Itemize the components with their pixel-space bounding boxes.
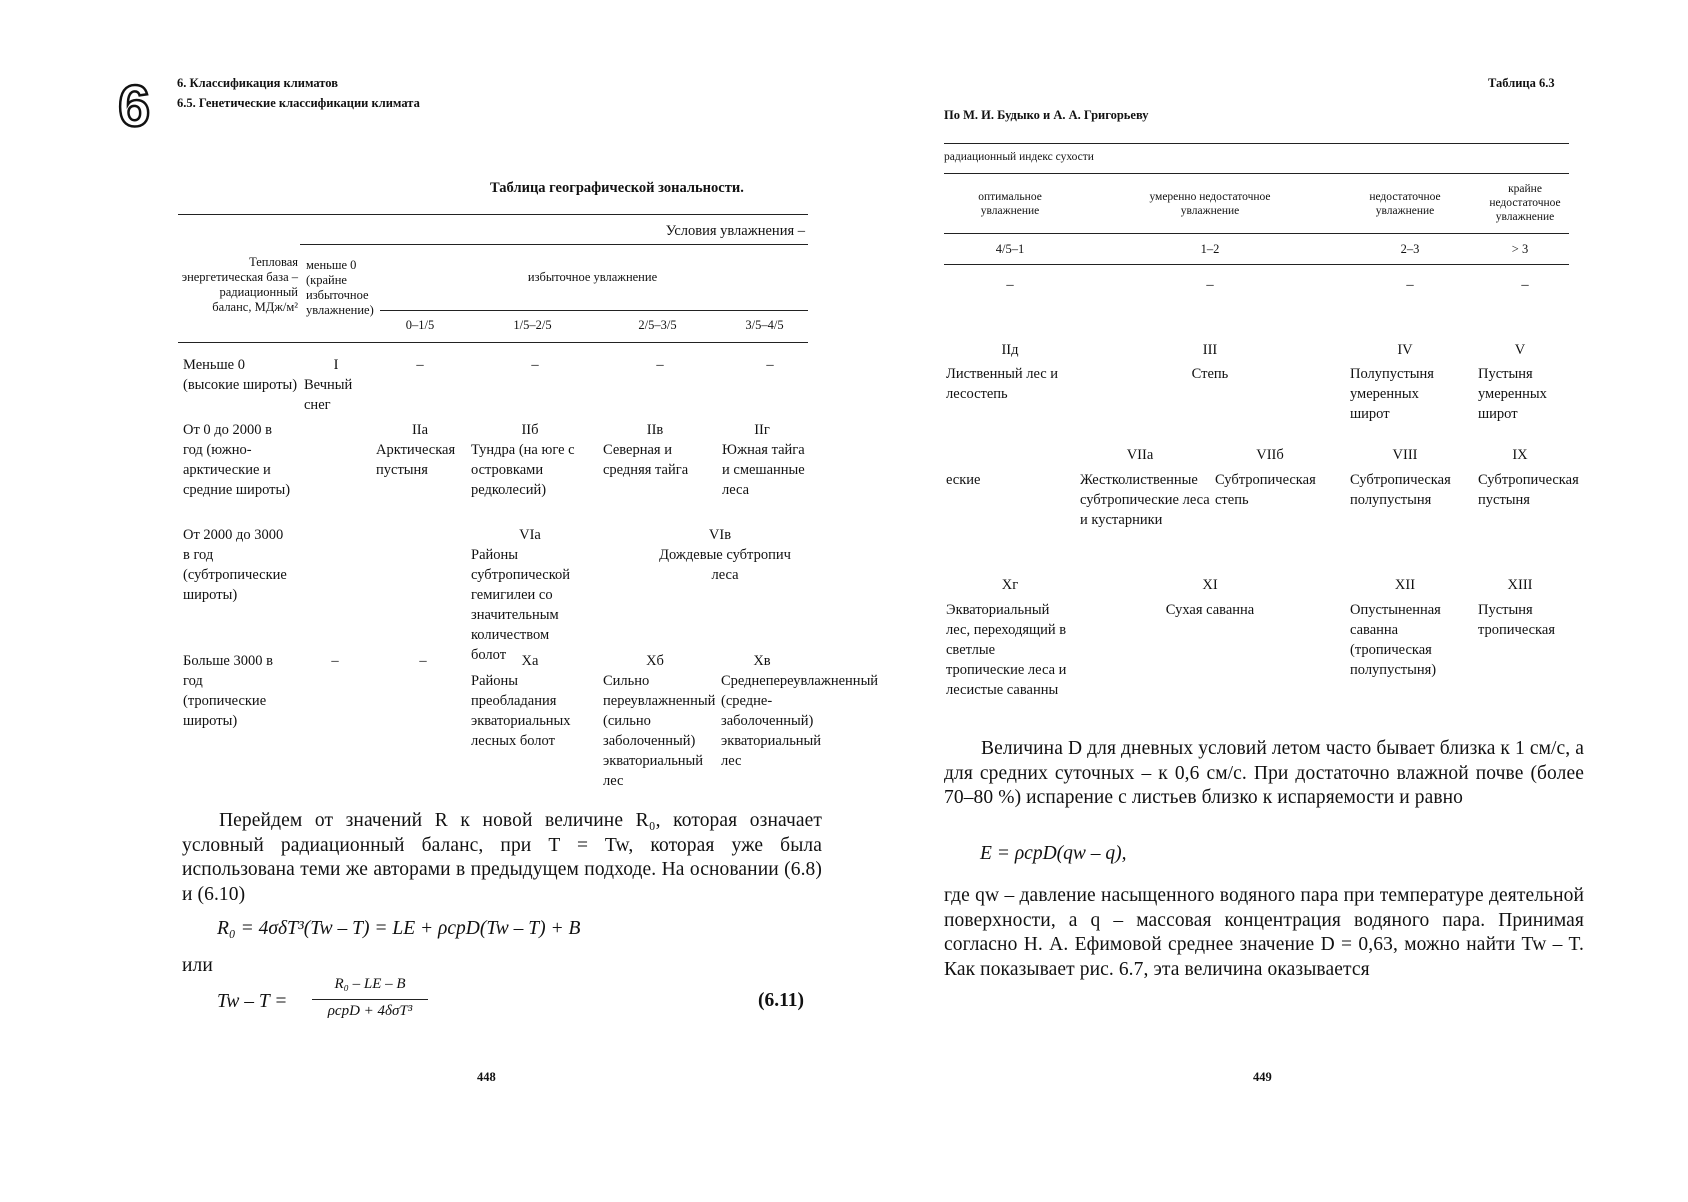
row2-b-code: IIб [521,422,539,438]
row2-a-code: IIа [411,422,429,438]
running-head-section: 6.5. Генетические классификации климата [177,96,420,110]
zone-XIII-name: Пустыня тропическая [1478,602,1555,638]
row3-a-name: Районы субтропической гемигилеи со значительным количеством болот [471,547,571,663]
zone-IV-name: Полупустыня умеренных широт [1350,366,1434,422]
zone-Xg-code: Хг [1001,577,1019,593]
header-col-4: 3/5–4/5 [745,318,784,332]
zone-XIII-code: XIII [1507,577,1533,593]
zone-Xg-name: Экваториальный лес, переходящий в светлые тропические леса и лесистые саванны [946,602,1067,698]
paragraph: Перейдем от значений R к новой величине R₀, которая означает условный радиационный баланс, при T = Tw, которая уже была использована теми же авторами в предыдущем подходе. На основании (6.8) и (6.10) [182,810,822,905]
row4-v-name: Среднепереувлажненный (средне-заболоченный) экваториальный лес [721,673,879,769]
row2-b-name: Тундра (на юге с островками редколесий) [471,442,575,498]
dash: – [1206,277,1214,293]
zone-IId-name: Лиственный лес и лесостепь [946,366,1059,402]
dash: – [331,653,339,669]
equation-6-11-lhs: Tw – T = [217,991,288,1012]
index-header: радиационный индекс сухости [944,151,1094,163]
row3-v-code: VIв [708,527,732,543]
col-header-4: крайне недостаточное увлажнение [1489,183,1561,223]
table-title: Таблица географической зональности. [490,180,744,196]
zone-V-code: V [1514,342,1526,358]
page-number: 449 [1253,1070,1272,1084]
zone-XII-name: Опустыненная саванна (тропическая полупустыня) [1350,602,1441,678]
header-col-1: 0–1/5 [405,318,435,332]
col-header-3: недостаточное увлажнение [1369,191,1441,217]
dash: – [416,357,424,373]
zone-III-code: III [1202,342,1218,358]
paragraph: Величина D для дневных условий летом часто бывает близка к 1 см/с, а для средних суточных – к 0,6 см/с. При достаточно влажной почве (более 70–80 %) испарение с листьев близко к испаряемости и равно [944,738,1584,809]
text-ili: или [182,955,213,976]
zone-VIII-name: Субтропическая полупустыня [1350,472,1451,508]
equation-number: (6.11) [758,990,805,1011]
equation-6-10: R₀ = 4σδT³(Tw – T) = LE + ρcpD(Tw – T) + B [217,918,581,939]
dash: – [531,357,539,373]
zone-VIII-code: VIII [1392,447,1418,463]
zone-VIIa-code: VIIа [1126,447,1154,463]
header-energy: Тепловая энергетическая база – радиационный баланс, МДж/м² [181,255,298,314]
row3-v-name: Дождевые субтропич леса [659,547,791,583]
row4-b-code: Хб [646,653,664,669]
ratio-4: > 3 [1511,242,1529,256]
fragment-text: еские [946,472,981,488]
zone-IId-code: IIд [1001,342,1019,358]
row2-g-name: Южная тайга и смешанные леса [722,442,805,498]
chapter-number: 6 [118,74,151,139]
row4-a-name: Районы преобладания экваториальных лесных болот [471,673,571,749]
zone-IX-name: Субтропическая пустыня [1478,472,1579,508]
row2-v-name: Северная и средняя тайга [603,442,689,478]
row4-a-code: Ха [521,653,539,669]
header-conditions: Условия увлажнения – [665,223,805,239]
zone-IX-code: IX [1512,447,1528,463]
dash: – [656,357,664,373]
zone-XI-name: Сухая саванна [1165,602,1255,618]
paragraph: где qw – давление насыщенного водяного пара при температуре деятельной поверхности, а q – массовая концентрация водяного пара. Принимая согласно Н. А. Ефимовой среднее значение D = 0,63, можно найти Tw – T. Как показывает рис. 6.7, эта величина оказывается [944,885,1584,980]
zone-V-name: Пустыня умеренных широт [1478,366,1547,422]
row1-name: Вечный снег [304,377,353,413]
zone-VIIb-name: Субтропическая степь [1215,472,1316,508]
row3-a-code: VIа [519,527,541,543]
header-col-2: 1/5–2/5 [513,318,552,332]
zone-VIIb-code: VIIб [1256,447,1284,463]
zone-XI-code: XI [1202,577,1218,593]
row3-label: От 2000 до 3000 в год (субтропические широты) [183,527,287,603]
header-excess: избыточное увлажнение [527,270,658,284]
zone-III-name: Степь [1191,366,1229,382]
equation-evaporation: E = ρcpD(qw – q), [980,843,1127,864]
header-less-zero: меньше 0 (крайне избыточное увлажнение) [306,258,374,317]
row2-label: От 0 до 2000 в год (южно-арктические и средние широты) [183,422,291,498]
ratio-2: 1–2 [1200,242,1220,256]
table-label: Таблица 6.3 [1488,76,1555,90]
row2-g-code: IIг [754,422,770,438]
row4-label: Больше 3000 в год (тропические широты) [183,653,273,729]
zone-XII-code: XII [1394,577,1416,593]
zone-IV-code: IV [1397,342,1413,358]
col-header-1: оптимальное увлажнение [978,191,1042,217]
row2-v-code: IIв [646,422,664,438]
dash: – [1406,277,1414,293]
dash: – [1521,277,1529,293]
page-number: 448 [477,1070,496,1084]
header-col-3: 2/5–3/5 [638,318,677,332]
dash: – [1006,277,1014,293]
row2-a-name: Арктическая пустыня [376,442,456,478]
row1-label: Меньше 0 (высокие широты) [183,357,298,393]
row1-code: I [333,357,339,373]
row4-v-code: Хв [753,653,771,669]
table-subtitle: По М. И. Будыко и А. А. Григорьеву [944,108,1149,122]
ratio-3: 2–3 [1400,242,1420,256]
zone-VIIa-name: Жестколиственные субтропические леса и кустарники [1080,472,1210,528]
row4-b-name: Сильно переувлажненный (сильно заболоченный) экваториальный лес [603,673,716,789]
dash: – [766,357,774,373]
equation-denominator: ρcpD + 4δσT³ [327,1003,413,1019]
ratio-1: 4/5–1 [995,242,1025,256]
running-head-chapter: 6. Классификация климатов [177,76,338,90]
col-header-2: умеренно недостаточное увлажнение [1149,191,1271,217]
equation-numerator: R₀ – LE – B [334,976,406,992]
dash: – [419,653,427,669]
